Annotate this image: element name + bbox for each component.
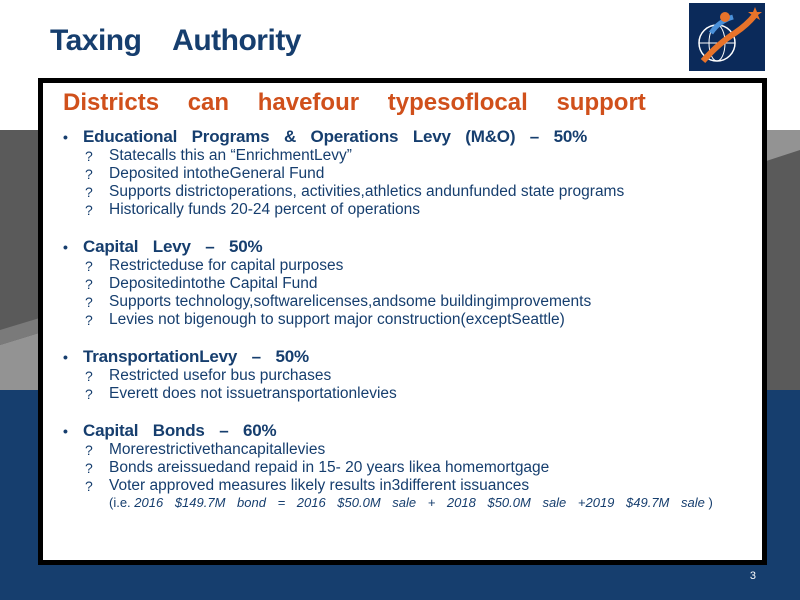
list-item: ? Depositedintothe Capital Fund	[85, 275, 318, 292]
section-capital-levy	[63, 237, 752, 257]
content-panel	[43, 83, 766, 560]
list-item: ? Bonds areissuedand repaid in 15- 20 years likea homemortgage	[85, 459, 550, 476]
bullet-dot: •	[63, 349, 68, 365]
list-item: ? Deposited intotheGeneral Fund	[85, 165, 325, 182]
page-number: 3	[749, 570, 756, 582]
logo	[689, 3, 765, 71]
list-item: ? Restricted usefor bus purchases	[85, 367, 332, 384]
list-item: ? Historically funds 20-24 percent of operations	[85, 201, 421, 218]
section-capital-bonds	[63, 421, 752, 441]
slide-title: Taxing Authority	[50, 24, 301, 57]
bullet-dot: •	[63, 423, 68, 439]
list-item: ? Supports districtoperations, activities,athletics andunfunded state programs	[85, 183, 625, 200]
list-item: ? Restricteduse for capital purposes	[85, 257, 344, 274]
heading: Districts can havefour typesoflocal support	[63, 89, 646, 116]
bullet-dot: •	[63, 129, 68, 145]
list-item: ? Morerestrictivethancapitallevies	[85, 441, 326, 458]
section-label: Educational Programs & Operations Levy (M&O) – 50%	[83, 127, 588, 146]
section-label: Capital Bonds – 60%	[83, 421, 277, 440]
list-item: ? Everett does not issuetransportationlevies	[85, 385, 397, 402]
bullet-dot: •	[63, 239, 68, 255]
person-reaching-star-icon	[689, 3, 765, 71]
list-item: ? Voter approved measures likely results in3different issuances	[85, 477, 530, 494]
list-item: ? Statecalls this an “EnrichmentLevy”	[85, 147, 352, 164]
section-label: Capital Levy – 50%	[83, 237, 263, 256]
issuance-example-note: (i.e. 2016 $149.7M bond = 2016 $50.0M sale + 2018 $50.0M sale +2019 $49.7M sale )	[109, 495, 713, 510]
section-label: TransportationLevy – 50%	[83, 347, 309, 366]
list-item: ? Levies not bigenough to support major construction(exceptSeattle)	[85, 311, 565, 328]
list-item: ? Supports technology,softwarelicenses,andsome buildingimprovements	[85, 293, 592, 310]
section-mo-levy	[63, 127, 752, 147]
section-transportation-levy	[63, 347, 752, 367]
